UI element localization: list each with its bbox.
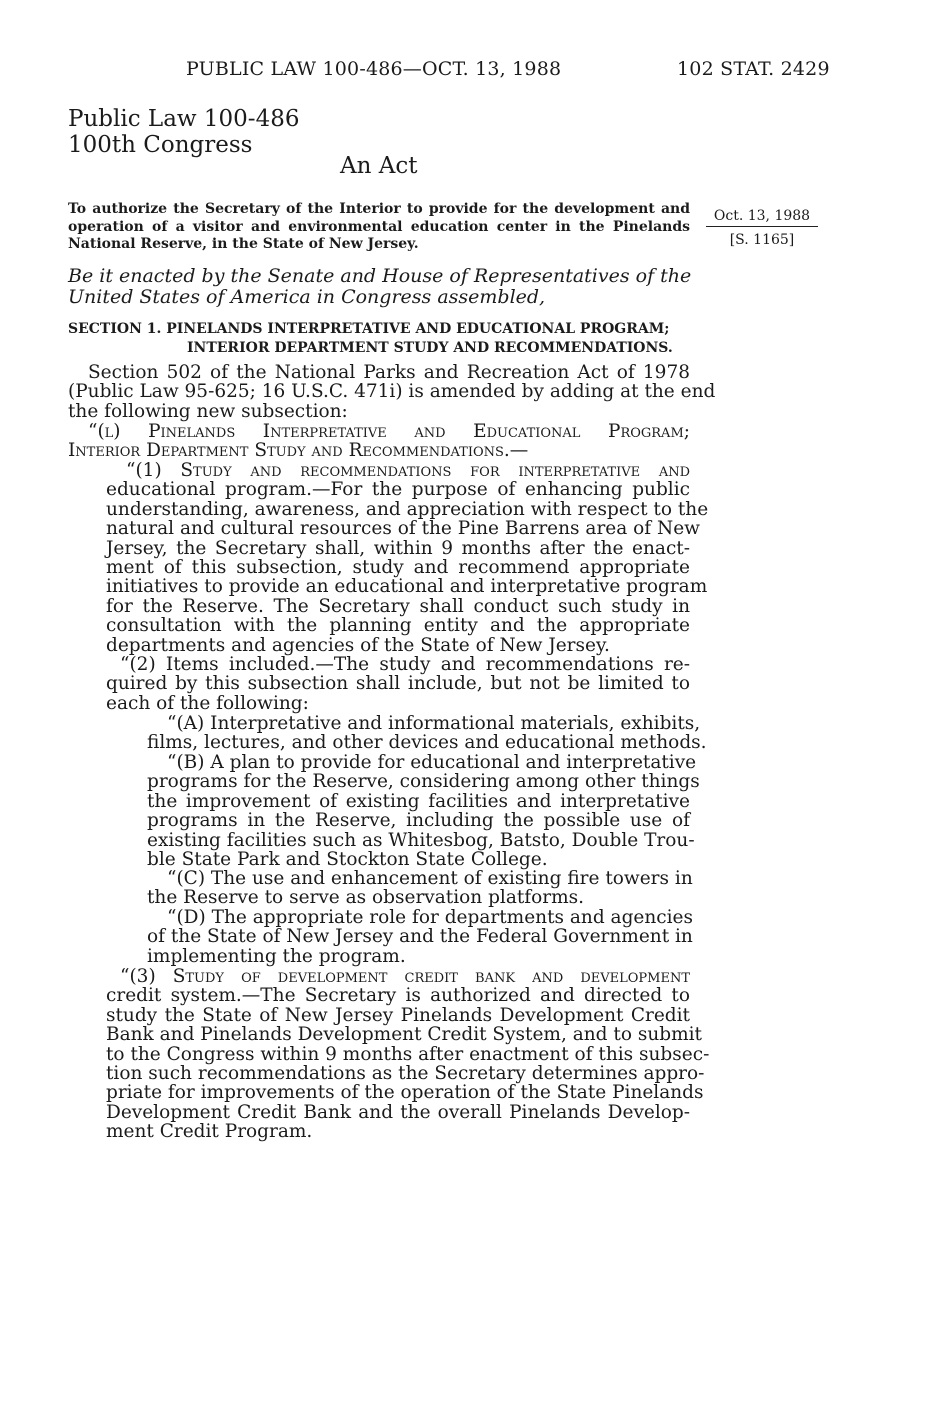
para1-line: initiatives to provide an educational and interpretative program — [106, 576, 708, 598]
paragraph-3 — [106, 966, 710, 1143]
para3-line: study the State of New Jersey Pinelands Development Credit — [106, 1004, 690, 1026]
subsection-l-heading — [68, 422, 690, 461]
subsection-l-line1: “(l) Pinelands Interpretative and Educational Program; — [88, 421, 690, 442]
para1-line: natural and cultural resources of the Pine Barrens area of New — [106, 518, 700, 540]
enacting-line: Be it enacted by the Senate and House of Representatives of the — [68, 265, 692, 287]
para1-line: “(1) Study and recommendations for interpretative and — [126, 460, 690, 481]
para1-line: consultation with the planning entity and the appropriate — [106, 615, 690, 637]
item-b-line: “(B) A plan to provide for educational and interpretative — [167, 752, 697, 773]
subsection-l-line2: Interior Department Study and Recommendations.— — [68, 440, 529, 462]
section-intro — [68, 362, 716, 422]
para1-line: understanding, awareness, and appreciation with respect to the — [106, 498, 709, 520]
item-d-line: “(D) The appropriate role for departments and agencies — [167, 907, 693, 928]
item-d-line: implementing the program. — [147, 945, 406, 967]
public-law-number: Public Law 100-486 — [68, 106, 300, 132]
item-a — [147, 713, 707, 754]
item-a-line: “(A) Interpretative and informational materials, exhibits, — [167, 713, 701, 734]
item-b-line: existing facilities such as Whitesbog, Batsto, Double Trou- — [147, 829, 695, 851]
statute-page-number: 102 STAT. 2429 — [677, 58, 830, 80]
act-title: An Act — [340, 153, 418, 179]
purpose-line: operation of a visitor and environmental education center in the Pinelands — [68, 218, 690, 235]
item-b — [147, 752, 700, 871]
item-c-line: “(C) The use and enhancement of existing fire towers in — [167, 868, 693, 889]
purpose-line: National Reserve, in the State of New Jersey. — [68, 236, 419, 252]
para2-line: “(2) Items included.—The study and recommendations re- — [120, 654, 690, 675]
intro-line: Section 502 of the National Parks and Recreation Act of 1978 — [88, 362, 690, 383]
item-c-line: the Reserve to serve as observation platforms. — [147, 887, 585, 909]
margin-note-bill: [S. 1165] — [729, 232, 795, 248]
item-a-line: films, lectures, and other devices and educational methods. — [147, 732, 707, 754]
item-d-line: of the State of New Jersey and the Federal Government in — [147, 926, 693, 948]
para3-line: Development Credit Bank and the overall Pinelands Develop- — [106, 1101, 690, 1123]
purpose-statement — [68, 201, 690, 254]
intro-line: (Public Law 95-625; 16 U.S.C. 471i) is amended by adding at the end — [68, 381, 716, 403]
item-b-line: programs in the Reserve, including the possible use of — [147, 810, 690, 832]
paragraph-1 — [106, 460, 709, 656]
item-d — [147, 907, 693, 967]
para3-line: to the Congress within 9 months after enactment of this subsec- — [106, 1043, 710, 1065]
para1-line: educational program.—For the purpose of enhancing public — [106, 479, 690, 501]
para2-line: each of the following: — [106, 692, 309, 714]
congress-number: 100th Congress — [68, 132, 253, 158]
para3-line: Bank and Pinelands Development Credit System, and to submit — [106, 1024, 702, 1046]
section-heading — [68, 320, 690, 358]
running-head: PUBLIC LAW 100-486—OCT. 13, 1988 — [186, 58, 562, 80]
item-b-line: programs for the Reserve, considering among other things — [147, 771, 700, 793]
section-heading-line2: INTERIOR DEPARTMENT STUDY AND RECOMMENDATIONS. — [187, 340, 673, 356]
para3-line: ment Credit Program. — [106, 1121, 313, 1143]
intro-line: the following new subsection: — [68, 400, 348, 422]
section-heading-line1: SECTION 1. PINELANDS INTERPRETATIVE AND EDUCATIONAL PROGRAM; — [68, 321, 670, 337]
para1-line: Jersey, the Secretary shall, within 9 months after the enact- — [106, 537, 690, 559]
para3-line: tion such recommendations as the Secretary determines appro- — [106, 1063, 705, 1085]
enacting-line: United States of America in Congress assembled, — [68, 286, 546, 308]
para1-line: departments and agencies of the State of New Jersey. — [106, 634, 610, 656]
enacting-clause — [68, 266, 690, 308]
para3-line: priate for improvements of the operation of the State Pinelands — [106, 1082, 704, 1104]
item-b-line: ble State Park and Stockton State College. — [147, 849, 548, 871]
para3-line: credit system.—The Secretary is authorized and directed to — [106, 985, 690, 1007]
para3-line: “(3) Study of development credit bank and development — [120, 966, 690, 987]
margin-note-date: Oct. 13, 1988 — [706, 208, 818, 227]
paragraph-2 — [106, 655, 690, 713]
para1-line: ment of this subsection, study and recommend appropriate — [106, 557, 690, 579]
para2-line: quired by this subsection shall include, but not be limited to — [106, 673, 690, 695]
para1-line: for the Reserve. The Secretary shall conduct such study in — [106, 595, 690, 617]
item-c — [147, 868, 693, 909]
item-b-line: the improvement of existing facilities and interpretative — [147, 790, 690, 812]
purpose-line: To authorize the Secretary of the Interior to provide for the development and — [68, 201, 690, 217]
